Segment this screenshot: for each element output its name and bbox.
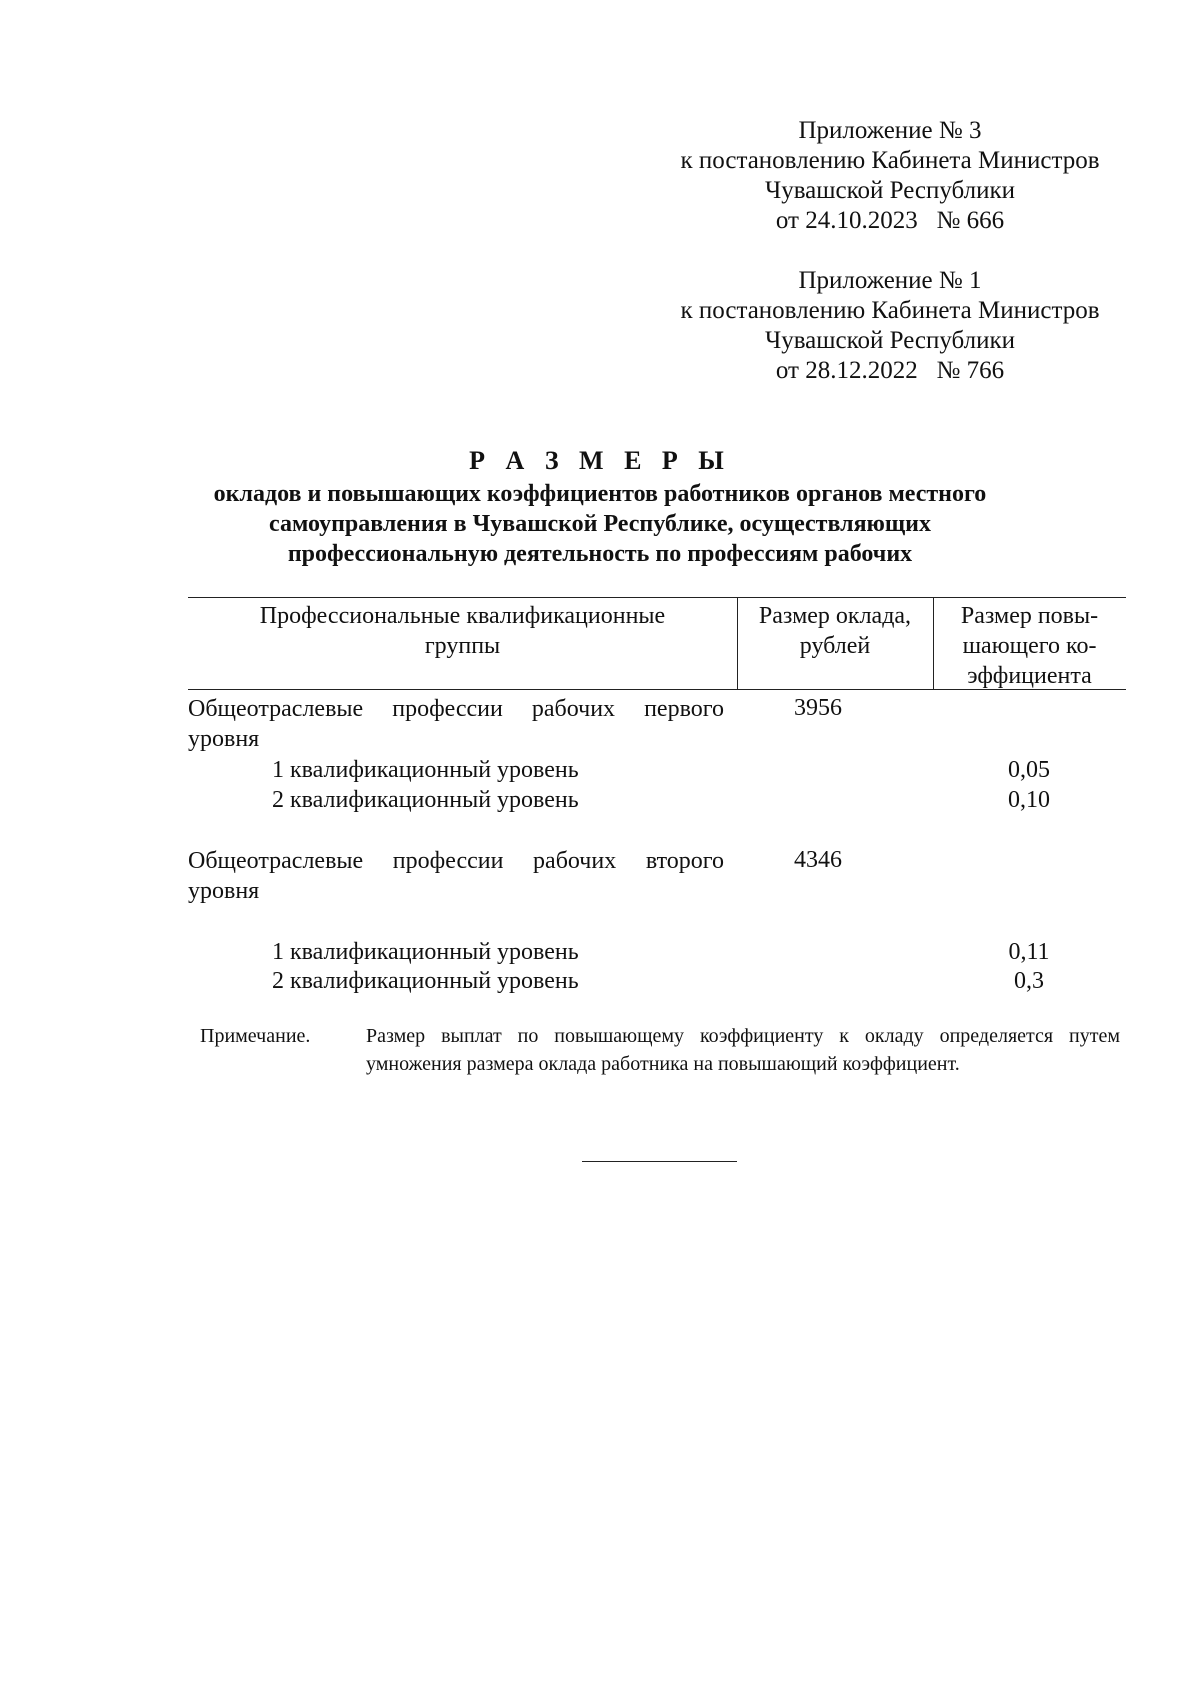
- document-subtitle: [160, 479, 1040, 569]
- group-name: Общеотраслевые профессии рабочих первого уровня: [188, 696, 724, 752]
- level-coefficient: 0,3: [1014, 968, 1044, 994]
- annex-reference: к постановлению Кабинета Министров: [680, 297, 1100, 324]
- annex-header-1: [660, 266, 1120, 386]
- group-salary: 4346: [794, 847, 842, 873]
- annex-title: Приложение № 1: [798, 267, 982, 294]
- subtitle-line: окладов и повышающих коэффициентов работников органов местного: [213, 481, 987, 507]
- qualification-level: 2 квалификационный уровень: [272, 787, 579, 813]
- end-divider: [582, 1161, 737, 1162]
- table-top-rule: [188, 597, 1126, 598]
- note-text: Размер выплат по повышающему коэффициенту к окладу определяется путем умножения размера оклада работника на повышающий коэффициент.: [366, 1025, 1120, 1075]
- annex-title: Приложение № 3: [798, 117, 982, 144]
- group-salary: 3956: [794, 695, 842, 721]
- annex-republic: Чувашской Республики: [764, 177, 1016, 204]
- note-label: Примечание.: [200, 1025, 311, 1047]
- qualification-level: 1 квалификационный уровень: [272, 757, 579, 783]
- annex-reference: к постановлению Кабинета Министров: [680, 147, 1100, 174]
- qualification-level: 1 квалификационный уровень: [272, 939, 579, 965]
- document-title: Р А З М Е Р Ы: [469, 446, 731, 475]
- header-coefficient: Размер повы- шающего ко- эффициента: [960, 603, 1099, 689]
- annex-date-number: от 28.12.2022 № 766: [775, 357, 1005, 384]
- annex-date-number: от 24.10.2023 № 666: [775, 207, 1005, 234]
- subtitle-line: профессиональную деятельность по профессиям рабочих: [287, 541, 913, 567]
- group-name: Общеотраслевые профессии рабочих второго уровня: [188, 848, 724, 904]
- salary-table: [188, 597, 1126, 997]
- annex-header-3: [660, 116, 1120, 236]
- level-coefficient: 0,05: [1008, 757, 1050, 783]
- annex-republic: Чувашской Республики: [764, 327, 1016, 354]
- level-coefficient: 0,10: [1008, 787, 1050, 813]
- level-coefficient: 0,11: [1008, 939, 1050, 965]
- subtitle-line: самоуправления в Чувашской Республике, осуществляющих: [269, 511, 931, 537]
- header-qualification-groups: Профессиональные квалификационные группы: [259, 603, 666, 659]
- qualification-level: 2 квалификационный уровень: [272, 968, 579, 994]
- header-salary: Размер оклада, рублей: [758, 603, 912, 659]
